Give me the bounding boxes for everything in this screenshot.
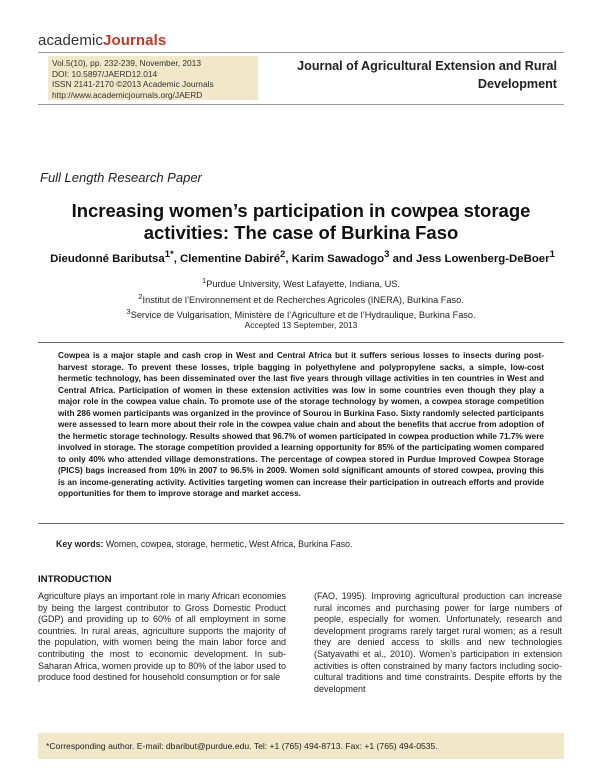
- accepted-date: Accepted 13 September, 2013: [244, 320, 358, 330]
- affiliation: [40, 291, 562, 307]
- author-affiliation-mark: 3: [384, 249, 390, 260]
- affiliation-text: Purdue University, West Lafayette, Indiana, US.: [206, 279, 400, 290]
- keywords-label: Key words:: [56, 539, 104, 549]
- intro-paragraph-right: (FAO, 1995). Improving agricultural production can increase rural incomes and purchasing power for large numbers of people, especially for women. Unfortunately, research and development programs rarely target rural women; as a result they are denied access to skills and new technologies (Satyavathi et al., 2010). Women’s participation in extension activities is often constrained by many factors including socio-cultural traditions and time constraints. Despite efforts by the development: [314, 591, 562, 694]
- affiliation-text: Institut de l’Environnement et de Recherches Agricoles (INERA), Burkina Faso.: [142, 294, 464, 305]
- logo-part-academic: academic: [38, 32, 103, 49]
- article-meta-box: [48, 56, 258, 100]
- corresponding-author-text: *Corresponding author. E-mail: dbaribut@purdue.edu. Tel: +1 (765) 494-8713. Fax: +1 (765) 494-0535.: [46, 741, 438, 751]
- article-type: Full Length Research Paper: [40, 170, 202, 185]
- author-name: Dieudonné Baributsa: [50, 252, 165, 265]
- section-heading-introduction: INTRODUCTION: [38, 574, 112, 585]
- author-name: Karim Sawadogo: [291, 252, 385, 265]
- corresponding-author-footer: [38, 733, 564, 759]
- abstract-box: [38, 342, 564, 524]
- journal-url[interactable]: http://www.academicjournals.org/JAERD: [52, 89, 203, 100]
- author-name: Jess Lowenberg-DeBoer: [416, 252, 550, 265]
- affiliation-number: 2: [138, 291, 143, 301]
- author-separator: ,: [173, 252, 181, 265]
- logo-part-journals: Journals: [103, 32, 167, 49]
- body-column-left: [38, 591, 286, 684]
- publisher-logo: [38, 32, 166, 49]
- journal-name: Journal of Agricultural Extension and Rural Development: [297, 59, 557, 91]
- issn: ISSN 2141-2170 ©2013 Academic Journals: [52, 79, 214, 89]
- affiliation-number: 1: [202, 276, 207, 285]
- affiliation-list: [40, 275, 562, 322]
- author-separator: and: [389, 252, 416, 265]
- keywords: [56, 539, 352, 549]
- author-affiliation-mark: 1: [549, 249, 555, 260]
- body-column-right: [314, 591, 562, 695]
- abstract-text: Cowpea is a major staple and cash crop in West and Central Africa but it suffers serious losses to insects during post-harvest storage. To prevent these losses, triple bagging in polyethylene and polypropylene sacks, a simple, low-cost hermetic technology, has been disseminated over the last five years through village activities in ten countries in West and Central Africa. Participation of women in these extension activities was low in some countries even though they play a major role in the cowpea value chain. To promote use of the storage technology by women, a cowpea storage competition with 286 women participants was organized in the province of Sourou in Burkina Faso. Sixty randomly selected participants were assessed to learn more about their role in the cowpea value chain and about the benefits that accrue from adoption of the hermetic storage technology. Results showed that 96.7% of women participated in cowpea production while 71.7% were involved in storage. The storage competition provided a learning opportunity for 85% of the participating women compared to only 40% who attended village demonstrations. The percentage of cowpea stored in Purdue Improved Cowpea Storage (PICS) bags increased from 10% in 2007 to 96.5% in 2009. Women sold significant amounts of stored cowpea, proving this is an income-generating activity. Activities targeting women can increase their participation in outreach efforts and provide opportunities for them to improve storage and market access.: [58, 351, 544, 498]
- affiliation-text: Service de Vulgarisation, Ministère de l’Agriculture et de l’Hydraulique, Burkina Faso.: [130, 310, 476, 321]
- author-affiliation-mark: 2: [280, 249, 286, 260]
- affiliation: [40, 275, 562, 291]
- intro-paragraph-left: Agriculture plays an important role in many African economies by being the largest contributor to Gross Domestic Product (GDP) and providing up to 60% of all employment in some countries. In rural areas, agriculture supports the majority of the population, with women being the main labor force and contributing the most to economic development. In sub-Saharan Africa, women provide up to 80% of the labor used to produce food destined for household consumption or for sale: [38, 591, 286, 683]
- doi: DOI: 10.5897/JAERD12.014: [52, 68, 158, 79]
- author-separator: ,: [285, 252, 292, 265]
- keywords-text: Women, cowpea, storage, hermetic, West Africa, Burkina Faso.: [105, 539, 353, 549]
- author-name: Clementine Dabiré: [180, 252, 281, 265]
- author-affiliation-mark: 1*: [164, 249, 174, 260]
- affiliation-number: 3: [126, 307, 131, 317]
- author-list: [30, 249, 575, 265]
- paper-title: Increasing women’s participation in cowpea storage activities: The case of Burkina Faso: [71, 200, 531, 243]
- volume-pages: Vol.5(10), pp. 232-239, November, 2013: [52, 58, 201, 68]
